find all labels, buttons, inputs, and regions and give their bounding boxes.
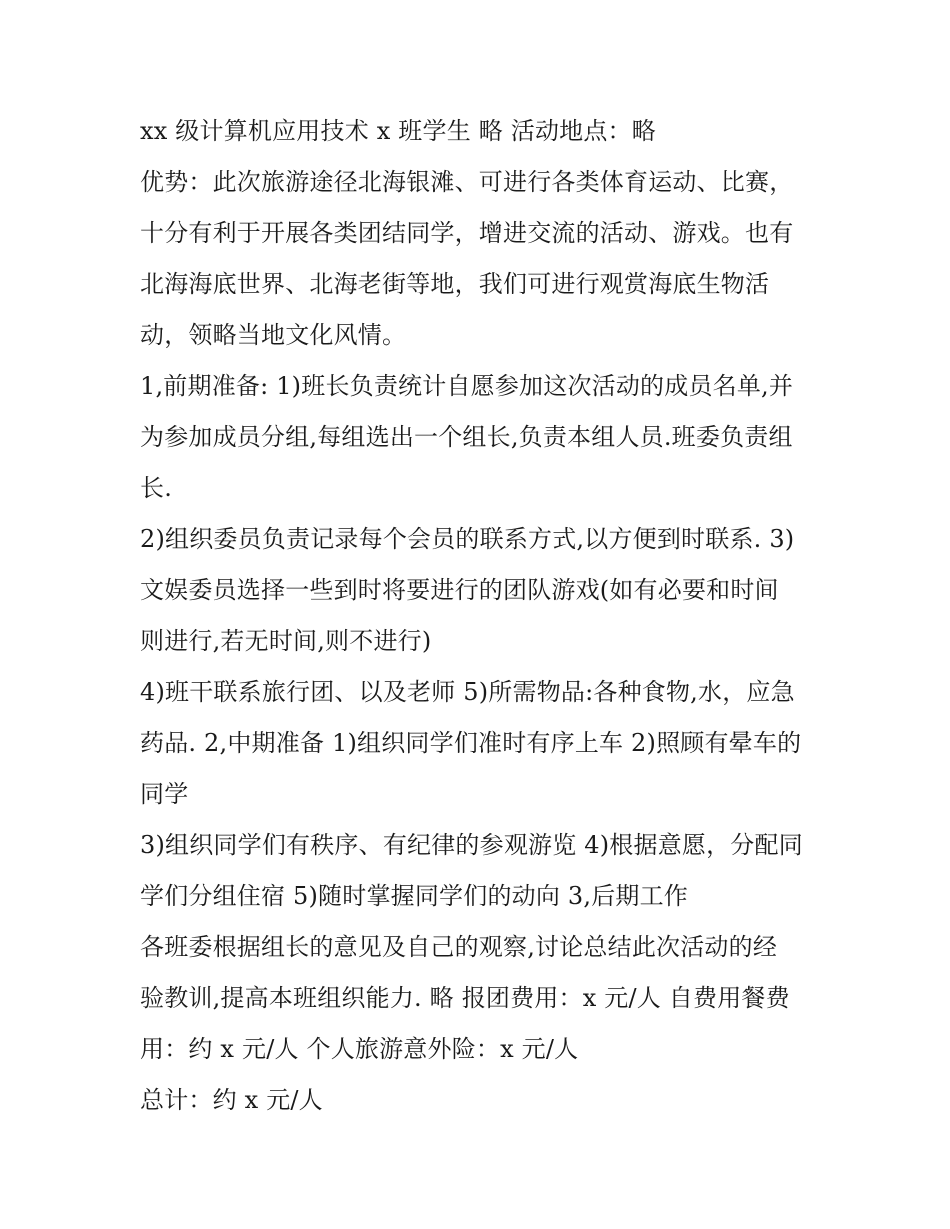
text-line: 则进行,若无时间,则不进行) [140, 627, 432, 655]
text-line: 验教训,提高本班组织能力. 略 报团费用：x 元/人 自费用餐费 [140, 984, 790, 1012]
text-line: 3)组织同学们有秩序、有纪律的参观游览 4)根据意愿，分配同 [140, 831, 803, 859]
text-line: 动，领略当地文化风情。 [140, 321, 407, 349]
text-line: 同学 [140, 780, 189, 808]
text-line: 1,前期准备: 1)班长负责统计自愿参加这次活动的成员名单,并 [140, 372, 794, 400]
text-line: 十分有利于开展各类团结同学，增进交流的活动、游戏。也有 [140, 219, 794, 247]
text-line: 各班委根据组长的意见及自己的观察,讨论总结此次活动的经 [140, 933, 778, 961]
text-line: 学们分组住宿 5)随时掌握同学们的动向 3,后期工作 [140, 882, 688, 910]
text-line: 用：约 x 元/人 个人旅游意外险：x 元/人 [140, 1035, 579, 1063]
text-line: 优势：此次旅游途径北海银滩、可进行各类体育运动、比赛， [140, 168, 794, 196]
text-line: 总计：约 x 元/人 [140, 1086, 323, 1114]
text-line: 为参加成员分组,每组选出一个组长,负责本组人员.班委负责组 [140, 423, 793, 451]
text-line: 药品. 2,中期准备 1)组织同学们准时有序上车 2)照顾有晕车的 [140, 729, 802, 757]
text-line: 4)班干联系旅行团、以及老师 5)所需物品:各种食物,水，应急 [140, 678, 795, 706]
text-line: xx 级计算机应用技术 x 班学生 略 活动地点：略 [140, 117, 656, 145]
text-line: 文娱委员选择一些到时将要进行的团队游戏(如有必要和时间 [140, 576, 779, 604]
text-line: 长. [140, 474, 173, 502]
text-line: 2)组织委员负责记录每个会员的联系方式,以方便到时联系. 3) [140, 525, 795, 553]
text-line: 北海海底世界、北海老街等地，我们可进行观赏海底生物活 [140, 270, 770, 298]
document-body [140, 106, 820, 1126]
